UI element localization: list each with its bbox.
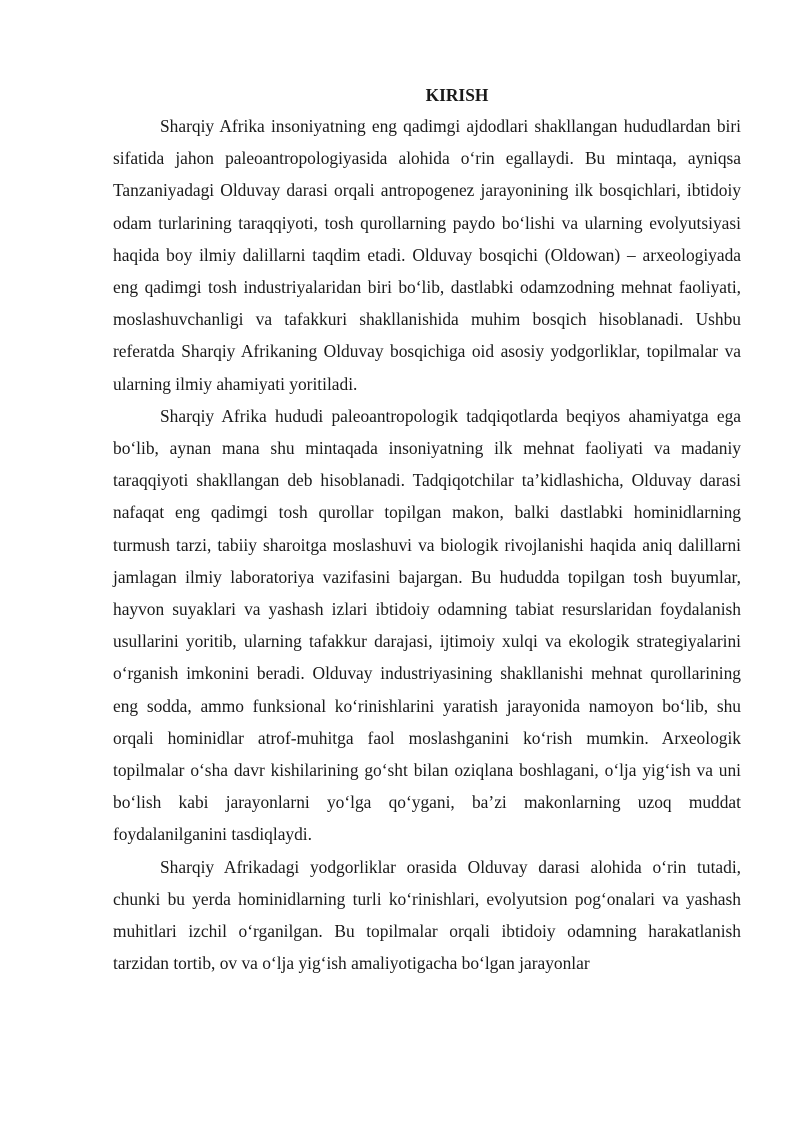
paragraph-olduvai-sites: Sharqiy Afrikadagi yodgorliklar orasida Olduvay darasi alohida o‘rin tutadi, chunki bu yerda hominidlarning turli ko‘rinishlari, evolyutsion pog‘onalari va yashash muhitlari izchil o‘rganilgan. Bu topilmalar orqali ibtidoiy odamning harakatlanish tarzidan tortib, ov va o‘lja yig‘ish amaliyotigacha bo‘lgan jarayonlar [113,856,741,974]
paragraph-east-africa: Sharqiy Afrika hududi paleoantropologik tadqiqotlarda beqiyos ahamiyatga ega bo‘lib, aynan mana shu mintaqada insoniyatning ilk mehnat faoliyati va madaniy taraqqiyoti shakllangan deb hisoblanadi. Tadqiqotchilar ta’kidlashicha, Olduvay darasi nafaqat eng qadimgi tosh qurollar topilgan makon, balki dastlabki hominidlarning turmush tarzi, tabiiy sharoitga moslashuvi va biologik rivojlanishi haqida aniq dalillarni jamlagan ilmiy laboratoriya vazifasini bajargan. Bu hududda topilgan tosh buyumlar, hayvon suyaklari va yashash izlari ibtidoiy odamning tabiat resurslaridan foydalanish usullarini yoritib, ularning tafakkur darajasi, ijtimoiy xulqi va ekologik strategiyalarini o‘rganish imkonini beradi. Olduvay industriyasining shakllanishi mehnat qurollarining eng sodda, ammo funksional ko‘rinishlarini yaratish jarayonida namoyon bo‘lib, shu orqali hominidlar atrof-muhitga faol moslashganini ko‘rish mumkin. Arxeologik topilmalar o‘sha davr kishilarining go‘sht bilan oziqlana boshlagani, o‘lja yig‘ish va uni bo‘lish kabi jarayonlarni yo‘lga qo‘ygani, ba’zi makonlarning uzoq muddat foydalanilganini tasdiqlaydi. [113,405,741,845]
section-title: KIRISH [425,85,489,105]
document-body [113,80,741,979]
paragraph-intro: Sharqiy Afrika insoniyatning eng qadimgi ajdodlari shakllangan hududlardan biri sifatida jahon paleoantropologiyasida alohida o‘rin egallaydi. Bu mintaqa, ayniqsa Tanzaniyadagi Olduvay darasi orqali antropogenez jarayonining ilk bosqichlari, ibtidoiy odam turlarining taraqqiyoti, tosh qurollarning paydo bo‘lishi va ularning evolyutsiyasi haqida boy ilmiy dalillarni taqdim etadi. Olduvay bosqichi (Oldowan) – arxeologiyada eng qadimgi tosh industriyalaridan biri bo‘lib, dastlabki odamzodning mehnat faoliyati, moslashuvchanligi va tafakkuri shakllanishida muhim bosqich hisoblanadi. Ushbu referatda Sharqiy Afrikaning Olduvay bosqichiga oid asosiy yodgorliklar, topilmalar va ularning ilmiy ahamiyati yoritiladi. [113,116,741,394]
